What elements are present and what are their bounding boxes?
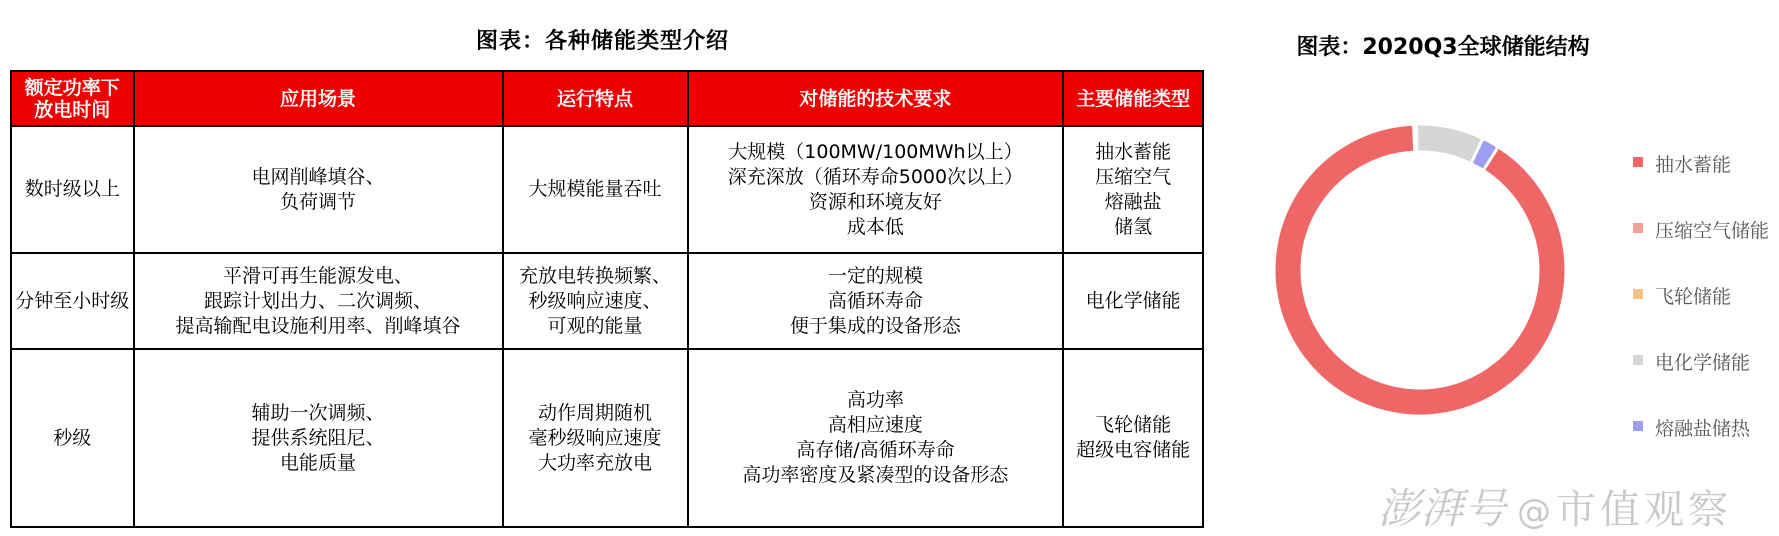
- header-storage-types: 主要储能类型: [1063, 71, 1203, 126]
- cell-application: 电网削峰填谷、 负荷调节: [134, 126, 503, 253]
- cell-characteristics: 充放电转换频繁、 秒级响应速度、 可观的能量: [503, 253, 688, 349]
- watermark-account: 市值观察: [1556, 487, 1733, 533]
- cell-storage-types: 抽水蓄能 压缩空气 熔融盐 储氢: [1063, 126, 1203, 253]
- legend-swatch: [1633, 421, 1643, 431]
- legend-swatch: [1633, 289, 1643, 299]
- watermark-brand: 澎湃号: [1378, 484, 1508, 533]
- legend-item: [1633, 282, 1769, 348]
- legend-swatch: [1633, 355, 1643, 365]
- table-header-row: [11, 71, 1203, 126]
- cell-discharge-time: 数时级以上: [11, 126, 134, 253]
- watermark-at: @: [1517, 492, 1553, 532]
- storage-types-table: [10, 70, 1204, 528]
- header-tech-requirements: 对储能的技术要求: [688, 71, 1064, 126]
- cell-storage-types: 电化学储能: [1063, 253, 1203, 349]
- cell-discharge-time: 分钟至小时级: [11, 253, 134, 349]
- legend-swatch: [1633, 223, 1643, 233]
- header-discharge-time: 额定功率下 放电时间: [11, 71, 134, 126]
- legend-label: 飞轮储能: [1655, 286, 1732, 308]
- cell-discharge-time: 秒级: [11, 349, 134, 527]
- legend-item: [1633, 216, 1769, 282]
- legend-swatch: [1633, 157, 1643, 167]
- legend-label: 电化学储能: [1655, 352, 1751, 374]
- table-row: [11, 126, 1203, 253]
- donut-slice: [1274, 124, 1566, 416]
- chart-title: 图表：2020Q3全球储能结构: [1296, 35, 1590, 60]
- donut-chart: [1270, 120, 1570, 420]
- cell-characteristics: 动作周期随机 毫秒级响应速度 大功率充放电: [503, 349, 688, 527]
- legend-label: 熔融盐储热: [1655, 418, 1751, 440]
- header-application: 应用场景: [134, 71, 503, 126]
- watermark: [1378, 476, 1732, 536]
- table-row: [11, 349, 1203, 527]
- table-row: [11, 253, 1203, 349]
- cell-characteristics: 大规模能量吞吐: [503, 126, 688, 253]
- legend-label: 压缩空气储能: [1655, 220, 1770, 242]
- legend-item: [1633, 414, 1769, 480]
- legend-label: 抽水蓄能: [1655, 154, 1732, 176]
- legend-item: [1633, 150, 1769, 216]
- cell-storage-types: 飞轮储能 超级电容储能: [1063, 349, 1203, 527]
- cell-application: 辅助一次调频、 提供系统阻尼、 电能质量: [134, 349, 503, 527]
- table-title: 图表：各种储能类型介绍: [475, 29, 729, 54]
- header-characteristics: 运行特点: [503, 71, 688, 126]
- cell-tech-requirements: 一定的规模 高循环寿命 便于集成的设备形态: [688, 253, 1064, 349]
- legend-item: [1633, 348, 1769, 414]
- cell-tech-requirements: 高功率 高相应速度 高存储/高循环寿命 高功率密度及紧凑型的设备形态: [688, 349, 1064, 527]
- cell-application: 平滑可再生能源发电、 跟踪计划出力、二次调频、 提高输配电设施利用率、削峰填谷: [134, 253, 503, 349]
- cell-tech-requirements: 大规模（100MW/100MWh以上） 深充深放（循环寿命5000次以上） 资源和环境友好 成本低: [688, 126, 1064, 253]
- chart-legend: [1633, 150, 1769, 480]
